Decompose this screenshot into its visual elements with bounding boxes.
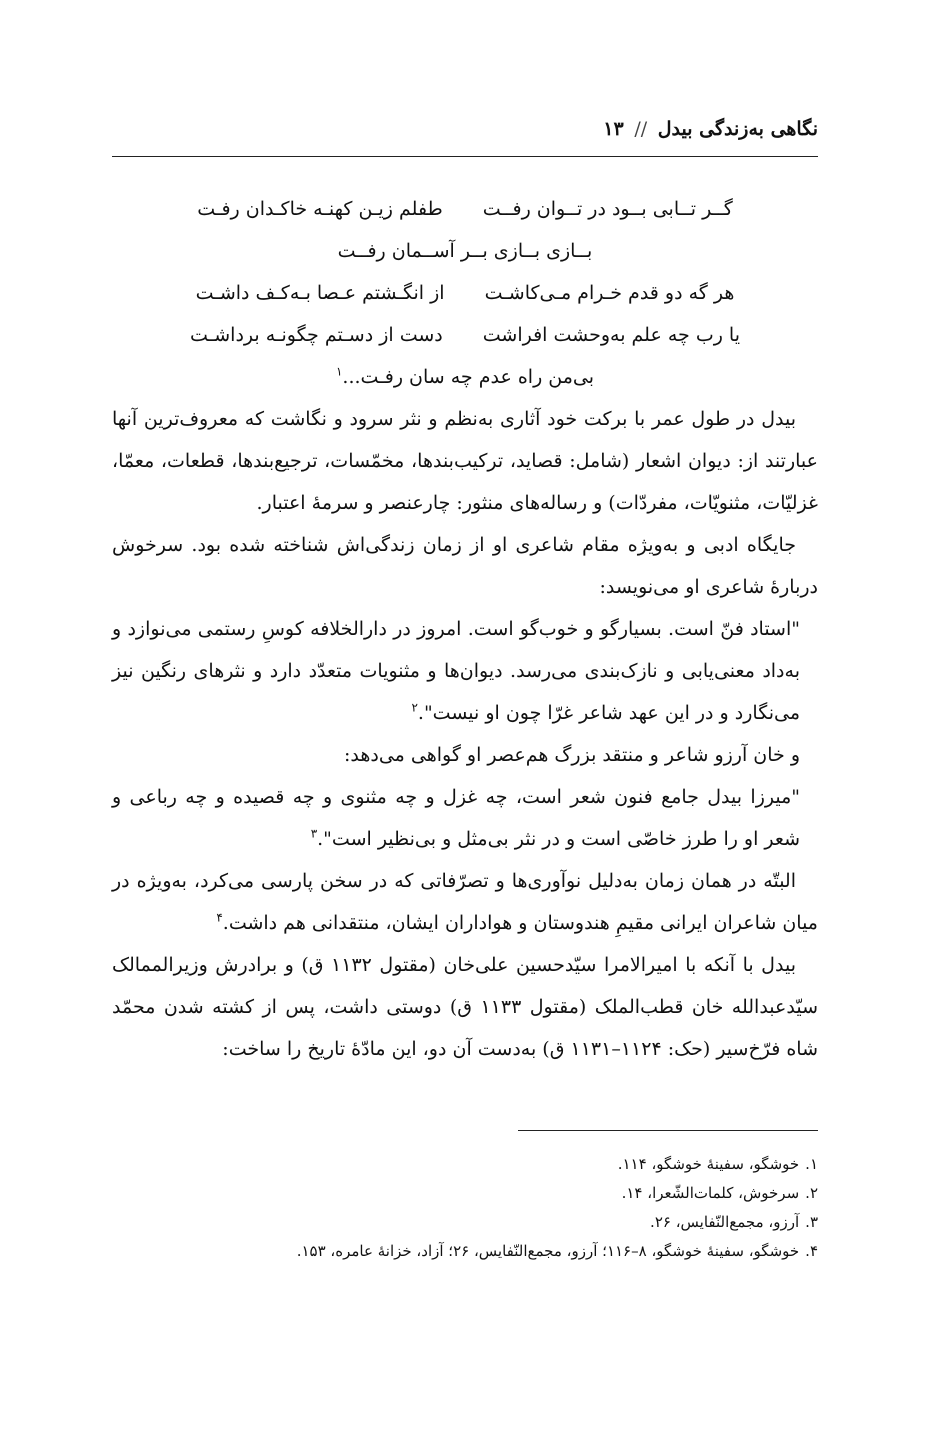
verse-line (112, 356, 818, 398)
footnote-text: خوشگو، سفینهٔ خوشگو، ۸–۱۱۶؛ آرزو، مجمع‌النّفایس، ۲۶؛ آزاد، خزانهٔ عامره، ۱۵۳. (296, 1242, 800, 1260)
paragraph: بیدل در طول عمر با برکت خود آثاری به‌نظم و نثر سرود و نگاشت که معروف‌ترین آنها عبارتند از: دیوان اشعار (شامل: قصاید، ترکیب‌بندها، مخمّسات، ترجیع‌بندها، قطعات، معمّا، غزلیّات، مثنویّات، مفردّات) و رساله‌های منثور: چارعنصر و سرمهٔ اعتبار. (112, 408, 818, 514)
paragraph: جایگاه ادبی و به‌ویژه مقام شاعری او از زمان زندگی‌اش شناخته شده بود. سرخوش دربارهٔ شاعری او می‌نویسد: (112, 534, 818, 598)
footnote-number: ۱. (805, 1155, 818, 1173)
quote-text: "استاد فنّ است. بسیارگو و خوب‌گو است. امروز در دارالخلافه کوسِ رستمی می‌نوازد و به‌داد معنی‌یابی و نازک‌بندی می‌رسد. دیوان‌ها و مثنویات متعدّد دارد و نثرهای رنگین نیز می‌نگارد و در این عهد شاعر غرّا چون او نیست". (112, 618, 800, 724)
footnote-ref: ۲ (411, 700, 418, 715)
footnote-number: ۴. (805, 1242, 818, 1260)
footnotes (112, 1150, 818, 1266)
footnote-ref: ۳ (310, 826, 318, 841)
verse-hemistich-left: از انگـشتم عـصا بـه‌کـف داشـت (195, 282, 445, 304)
header-title: نگاهی به‌زندگی بیدل (657, 118, 818, 140)
header-separator: // (634, 118, 648, 140)
quote-text: "میرزا بیدل جامع فنون شعر است، چه غزل و چه مثنوی و چه قصیده و چه رباعی و شعر او را طرز خاصّی است و در نثر بی‌مثل و بی‌نظیر است". (112, 786, 800, 850)
verse-hemistich: بــازی بــازی بــر آســمان رفــت (337, 240, 593, 262)
footnote-text: سرخوش، کلمات‌الشّعرا، ۱۴. (621, 1184, 800, 1202)
footnote-number: ۲. (805, 1184, 818, 1202)
block-quote (112, 776, 818, 860)
verse-hemistich-left: طفلم زیـن کهنـه خاکـدان رفـت (197, 198, 443, 220)
verse-hemistich-right: گــر تــابی بــود در تــوان رفــت (482, 198, 733, 220)
paragraph: و خان آرزو شاعر و منتقد بزرگ هم‌عصر او گواهی می‌دهد: (343, 744, 800, 766)
footnote-ref: ۴ (216, 910, 223, 925)
footnote-rule (518, 1130, 818, 1131)
paragraph-text: البتّه در همان زمان به‌دلیل نوآوری‌ها و تصرّفاتی که در سخن پارسی می‌کرد، به‌ویژه در میان شاعران ایرانی مقیمِ هندوستان و هواداران ایشان، منتقدانی هم داشت. (112, 870, 818, 934)
page-body (112, 188, 818, 1070)
header-rule (112, 156, 818, 157)
verse-hemistich-right: یا رب چه علم به‌وحشت افراشت (482, 324, 740, 346)
footnote (112, 1179, 818, 1208)
verse-hemistich-right: هر گه دو قدم خـرام مـی‌کاشـت (484, 282, 735, 304)
footnote (112, 1208, 818, 1237)
block-quote (112, 608, 818, 734)
footnote (112, 1237, 818, 1266)
footnote-ref: ۱ (335, 364, 343, 379)
verse-line (112, 230, 818, 272)
footnote-text: خوشگو، سفینهٔ خوشگو، ۱۱۴. (617, 1155, 800, 1173)
verse-hemistich: بی‌من راه عدم چه سان رفـت... (342, 366, 595, 388)
verse-line (112, 314, 818, 356)
paragraph (112, 860, 818, 944)
running-header (603, 118, 818, 140)
verse-hemistich-left: دست از دسـتم چگونـه برداشـت (190, 324, 443, 346)
paragraph: بیدل با آنکه با امیرالامرا سیّدحسین علی‌خان (مقتول ۱۱۳۲ ق) و برادرش وزیرالممالک سیّدعبدالله خان قطب‌الملک (مقتول ۱۱۳۳ ق) دوستی داشت، پس از کشته شدن محمّد شاه فرّخ‌سیر (حک: ۱۱۲۴–۱۱۳۱ ق) به‌دست آن دو، این مادّهٔ تاریخ را ساخت: (112, 954, 819, 1060)
page-number: ۱۳ (603, 118, 624, 140)
footnote-number: ۳. (805, 1213, 818, 1231)
footnote (112, 1150, 818, 1179)
verse-line (112, 188, 818, 230)
footnote-text: آرزو، مجمع‌النّفایس، ۲۶. (650, 1213, 800, 1231)
verse-line (112, 272, 818, 314)
